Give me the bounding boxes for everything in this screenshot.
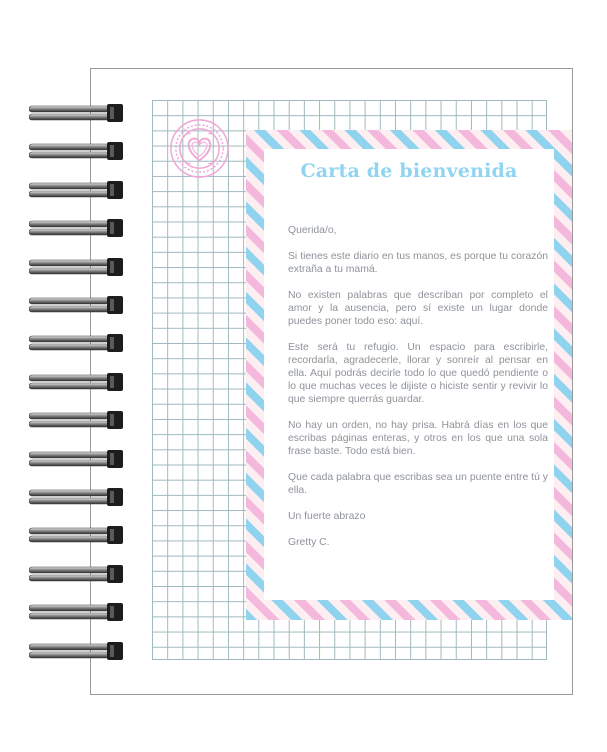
spiral-ring-icon	[29, 142, 124, 160]
letter-title: Carta de bienvenida	[300, 160, 518, 182]
spiral-ring-icon	[29, 565, 124, 583]
paragraph-5: Que cada palabra que escribas sea un puente entre tú y ella.	[288, 472, 548, 496]
spiral-ring-icon	[29, 258, 124, 276]
spiral-ring-icon	[29, 181, 124, 199]
closing: Un fuerte abrazo	[288, 511, 366, 522]
greeting: Querida/o,	[288, 225, 337, 236]
spiral-ring-icon	[29, 603, 124, 621]
spiral-ring-icon	[29, 642, 124, 660]
spiral-ring-icon	[29, 334, 124, 352]
paragraph-3: Este será tu refugio. Un espacio para escribirle, recordarla, agradecerle, llorar y sonreír al pensar en ella. Aquí podrás decirle todo lo que quedó pendiente o lo que muchas veces le dijiste o hiciste sentir y revivir lo que siempre querrás guardar.	[288, 342, 548, 405]
spiral-ring-icon	[29, 526, 124, 544]
spiral-ring-icon	[29, 296, 124, 314]
spiral-ring-icon	[29, 104, 124, 122]
paragraph-1: Si tienes este diario en tus manos, es porque tu corazón extraña a tu mamá.	[288, 251, 548, 275]
paragraph-4: No hay un orden, no hay prisa. Habrá días en los que escribas páginas enteras, y otros en los que una sola frase baste. Todo está bien.	[288, 420, 548, 457]
letter-body	[288, 224, 548, 562]
spiral-ring-icon	[29, 488, 124, 506]
paragraph-2: No existen palabras que describan por completo el amor y la ausencia, pero sí existe un lugar donde puedes poner todo eso: aquí.	[288, 290, 548, 327]
spiral-ring-icon	[29, 450, 124, 468]
spiral-ring-icon	[29, 373, 124, 391]
spiral-ring-icon	[29, 219, 124, 237]
signature: Gretty C.	[288, 537, 330, 548]
spiral-ring-icon	[29, 411, 124, 429]
heart-seal-icon	[168, 117, 231, 180]
